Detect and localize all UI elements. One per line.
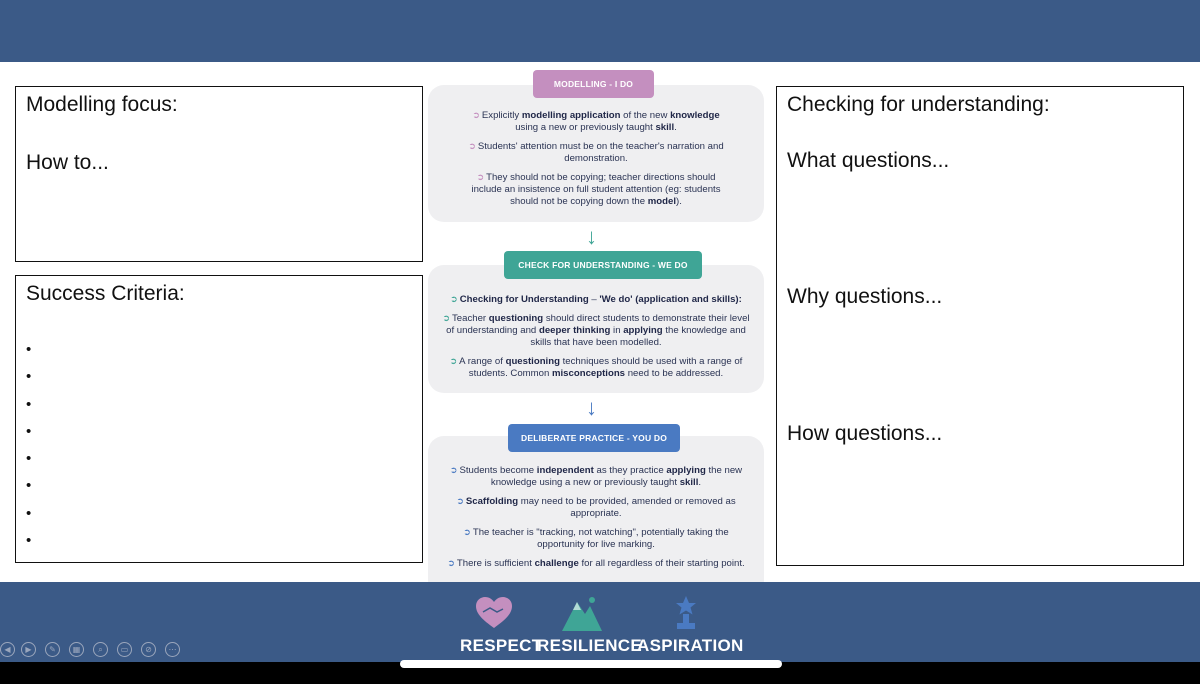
success-criteria-title: Success Criteria: [26,282,185,305]
flow-item: ➲ Teacher questioning should direct students to demonstrate their level of understanding and deeper thinking in applying the knowledge and skills that have been modelled. [442,313,750,348]
next-icon[interactable]: ▶ [21,642,36,657]
why-questions: Why questions... [787,285,943,308]
mountain-icon [561,594,603,632]
what-questions: What questions... [787,149,950,172]
subtitles-icon[interactable]: ▭ [117,642,132,657]
top-bar [0,0,1200,62]
down-arrow-icon: ↓ [586,395,597,420]
down-arrow-icon: ↓ [586,224,597,249]
flow-item: ➲ Checking for Understanding – 'We do' (application and skills): [450,294,742,305]
flow-item: ➲ They should not be copying; teacher directions should include an insistence on full student attention (eg: students should not be copying down the model). [471,172,721,207]
flow-item: ➲ There is sufficient challenge for all regardless of their starting point. [447,558,745,569]
zoom-icon[interactable]: ⌕ [93,642,108,657]
bullet-point: • [26,450,32,468]
bullet-point: • [26,532,32,550]
hide-icon[interactable]: ⊘ [141,642,156,657]
check-understanding-card [428,265,764,393]
checking-understanding-box [776,86,1184,566]
check-understanding-label: CHECK FOR UNDERSTANDING - WE DO [504,251,702,279]
bullet-point: • [26,395,32,413]
flow-item: ➲ Explicitly modelling application of the new knowledge using a new or previously taught skill. [472,110,720,133]
how-questions: How questions... [787,422,943,445]
slides-icon[interactable]: ▦ [69,642,84,657]
value-respect: RESPECT [460,636,543,655]
pen-icon[interactable]: ✎ [45,642,60,657]
flow-item: ➲ A range of questioning techniques should be used with a range of students. Common misconceptions need to be addressed. [449,356,743,379]
home-indicator[interactable] [400,660,782,668]
deliberate-practice-label: DELIBERATE PRACTICE - YOU DO [508,424,680,452]
bullet-point: • [26,368,32,386]
flow-item: ➲ Students become independent as they practice applying the new knowledge using a new or previously taught skill. [449,465,743,488]
modelling-label: MODELLING - I DO [533,70,654,98]
heart-handshake-icon [475,596,513,630]
modelling-card [428,85,764,222]
success-criteria-box [15,275,423,563]
bullet-point: • [26,422,32,440]
previous-icon[interactable]: ◀ [0,642,15,657]
checking-understanding-title: Checking for understanding: [787,93,1050,116]
value-resilience: RESILIENCE [537,636,643,655]
bullet-point: • [26,504,32,522]
teaching-flow-graphic [425,62,767,582]
modelling-focus-box [15,86,423,262]
bullet-point: • [26,341,32,358]
deliberate-practice-card [428,436,764,582]
value-aspiration: ASPIRATION [637,636,744,655]
flow-item: ➲ Students' attention must be on the teacher's narration and demonstration. [468,141,724,164]
more-icon[interactable]: ⋯ [165,642,180,657]
how-to-prompt: How to... [26,151,109,174]
flow-item: ➲ The teacher is "tracking, not watching", potentially taking the opportunity for live marking. [463,527,729,550]
success-criteria-bullets [26,336,31,554]
flow-item: ➲ Scaffolding may need to be provided, amended or removed as appropriate. [456,496,736,519]
star-trophy-icon [672,595,700,631]
bullet-point: • [26,477,32,495]
modelling-focus-title: Modelling focus: [26,93,178,116]
